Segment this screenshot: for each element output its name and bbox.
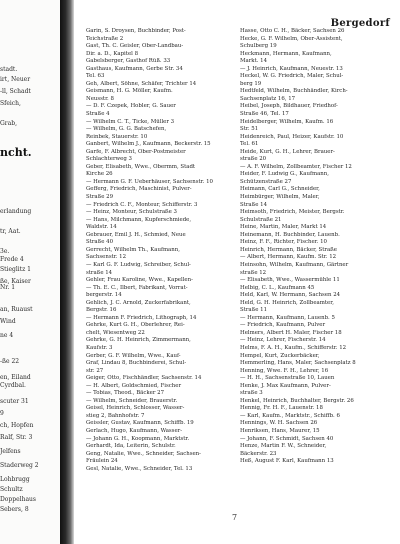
facing-page-fragment: tr, Aat. <box>0 228 21 235</box>
directory-entry: — Friedrich C. F., Monteur, Schifferstr. 3 <box>86 201 198 208</box>
directory-entry: Gehlich, J. C. Arnold, Zuckerfabrikant, <box>86 299 191 306</box>
directory-entry: Hennings, W. H. Sachsen 26 <box>240 420 318 427</box>
book-gutter <box>60 0 74 544</box>
directory-entry: berg 19 <box>240 80 262 87</box>
directory-entry: Geissler, Gustav, Kaufmann, Schiffb. 19 <box>86 420 194 427</box>
directory-entry: Tel. 63 <box>86 73 105 80</box>
directory-entry: Heckel, W. G. Friedrich, Maler, Schul- <box>240 73 344 80</box>
directory-entry: — Elisabeth, Wwe., Wassermühle 11 <box>240 277 340 284</box>
facing-page-fragment: Ralf, Str. 3 <box>0 434 33 441</box>
facing-page-fragment: -ße 22 <box>0 358 20 365</box>
directory-entry: Dir. a. D., Kapitel 8 <box>86 50 139 57</box>
directory-entry: Gehler, Frau Karoline, Wwe., Kapellen- <box>86 277 193 284</box>
directory-entry: Gast, Th. C. Geisler, Ober-Landbau- <box>86 43 184 50</box>
directory-entry: Gehrke, Kurt G. H., Oberlehrer, Rei- <box>86 322 185 329</box>
directory-entry: Tel. 61 <box>240 141 259 148</box>
facing-page-heading: ncht. <box>0 146 32 159</box>
facing-page-fragment: Sebers, 8 <box>0 506 29 513</box>
directory-entry: Neusstr. 8 <box>86 95 114 102</box>
directory-entry: Gefferg, Friedrich, Maschinist, Pulver- <box>86 186 192 193</box>
directory-entry: — Heinz, Monteur, Schulstraße 3 <box>86 209 177 216</box>
directory-entry: Str. 51 <box>240 126 259 133</box>
directory-entry: — H. Albert, Goldschmied, Fischer <box>86 382 182 389</box>
directory-entry: Heinrich, Hermann, Bäcker, Straße <box>240 246 337 253</box>
directory-entry: Hennig, Fr. H. F., Lauenstr. 18 <box>240 405 323 412</box>
directory-entry: Schulstraße 21 <box>240 216 282 223</box>
facing-page-fragment: scuter 31 <box>0 398 29 405</box>
directory-entry: Ganbert, Wilhelm J., Kaufmann, Beckerstr. 15 <box>86 141 211 148</box>
directory-entry: Hempel, Kurt, Zuckerbäcker, <box>240 352 320 359</box>
directory-entry: Markt. 14 <box>240 58 268 65</box>
facing-page-fragment: Frede 4 <box>0 256 24 263</box>
directory-entry: Gerlach, Hugo, Kaufmann, Wasser- <box>86 427 183 434</box>
directory-entry: Bäckerstr. 23 <box>240 450 277 457</box>
directory-entry: Gerber, G. F. Wilhelm, Wwe., Kauf- <box>86 352 181 359</box>
directory-entry: Heimbürger, Wilhelm, Maler, <box>240 194 320 201</box>
facing-page-fragment: Stieglitz 1 <box>0 266 31 273</box>
page-number: 7 <box>232 513 238 522</box>
directory-entry: — Hermann F. Friedrich, Lithograph, 14 <box>86 314 197 321</box>
directory-entry: Sachsenstr. 12 <box>86 254 127 261</box>
directory-entry: — Hermann, Kaufmann, Lauenb. 5 <box>240 314 335 321</box>
facing-page-fragment: Doppelhaus <box>0 496 36 503</box>
directory-entry: Schulberg 19 <box>240 43 277 50</box>
directory-entry: Garin, S. Droysen, Buchbinder, Post- <box>86 28 186 34</box>
directory-entry: — Tobias, Theod., Bäcker 27 <box>86 390 165 397</box>
facing-page-fragment: Schultz <box>0 486 23 493</box>
left-column <box>86 28 236 473</box>
directory-entry: — A. F. Wilhelm, Zollbeamter, Fischer 12 <box>240 163 352 170</box>
directory-entry: — H. H., Sachsenstraße 10, Lauen <box>240 375 335 382</box>
directory-entry: Waldstr. 14 <box>86 224 117 231</box>
directory-entry: Heine, Martin, Maler, Markt 14 <box>240 224 327 231</box>
directory-entry: Geiger, Otto, Fischhändler, Sachsenstr. 14 <box>86 375 202 382</box>
directory-entry: Gebrauer, Emil J. H., Schmied, Neue <box>86 231 186 238</box>
directory-entry: Schützenstraße 27 <box>240 178 292 185</box>
directory-entry: Hasse, Otto C. H., Bäcker, Sachsen 26 <box>240 28 345 34</box>
directory-entry: — Hans, Milchmann, Kupferschmiede, <box>86 216 192 223</box>
facing-page-fragment: Cyrdbal. <box>0 382 26 389</box>
directory-entry: Gesl, Natalie, Wwe., Schneider, Tel. 13 <box>86 465 193 472</box>
directory-entry: Kaufstr. 3 <box>86 344 113 351</box>
facing-page-fragment: ße, Kaiser <box>0 278 31 285</box>
directory-entry: chelt, Wiesentweg 22 <box>86 329 145 336</box>
directory-entry: Kirche 26 <box>86 171 113 178</box>
directory-entry: — Wilhelm C. T., Ticke, Müller 3 <box>86 118 175 125</box>
directory-entry: — Heinz, Lehrer, Fischerstr. 14 <box>240 337 326 344</box>
facing-page-fragment: ch, Hopfen <box>0 422 34 429</box>
directory-entry: straße 20 <box>240 156 267 163</box>
directory-entry: Heinemann, H. Buchbinder, Lauenb. <box>240 231 340 238</box>
facing-page-fragment: an, Ruaust <box>0 306 33 313</box>
directory-entry: straße 14 <box>86 269 113 276</box>
directory-entry: Henriksen, Hans, Maurer, 15 <box>240 427 320 434</box>
directory-entry: Gabelsberger, Gasthof Rüß. 33 <box>86 58 171 65</box>
directory-entry: Straße 11 <box>240 307 268 314</box>
facing-page-fragment: Grab, <box>0 120 17 127</box>
directory-entry: Henze, Martin F. W., Schneider, <box>240 443 327 450</box>
directory-entry: Henning, Wwe. F. H., Lehrer, 16 <box>240 367 329 374</box>
directory-entry: Hedtfeld, Wilhelm, Buchhändler, Kirch- <box>240 88 348 95</box>
directory-entry: bergerstr. 14 <box>86 292 122 299</box>
directory-entry: Heibel, Joseph, Bildhauer, Friedhof- <box>240 103 338 110</box>
directory-entry: Heider, F. Ludwig G., Kaufmann, <box>240 171 329 178</box>
facing-page-fragment: Staderweg 2 <box>0 462 39 469</box>
directory-entry: — Friedrich, Kaufmann, Pulver <box>240 322 326 329</box>
directory-entry: Helbig, C. L., Kaufmann 45 <box>240 284 315 291</box>
directory-entry: Straße 40 <box>86 239 114 246</box>
directory-entry: Heidelberger, Wilhelm, Kaufm. 16 <box>240 118 334 125</box>
directory-entry: — Karl G. F. Ludwig, Schreiber, Schul- <box>86 261 191 268</box>
directory-entry: Helms, F. A. H., Kaufm., Schifferstr. 12 <box>240 344 347 351</box>
directory-entry: Straße 4 <box>86 111 110 118</box>
facing-page-fragment: Lohbrugg <box>0 476 30 483</box>
directory-entry: Gerrecht, Wilhelm Th., Kaufmann, <box>86 246 180 253</box>
directory-entry: Straße 29 <box>86 194 114 201</box>
directory-entry: Hecke, G. F. Wilhelm, Ober-Assistent, <box>240 35 343 42</box>
directory-entry: — J. Heinrich, Kaufmann, Neuestr. 13 <box>240 65 343 72</box>
directory-entry: — Wilhelm, G. G. Batschefen, <box>86 126 167 133</box>
directory-entry: Sachsenplatz 16, 17 <box>240 95 296 102</box>
right-column <box>240 28 390 466</box>
facing-page-fragment: Wind <box>0 318 16 325</box>
directory-entry: Heinsohn, Wilhelm, Kaufmann, Gärtner <box>240 261 349 268</box>
directory-entry: — Albert, Hermann, Kaufm. Str. 12 <box>240 254 337 261</box>
directory-entry: — Th. E. C., Ilbert, Fabrikant, Vorrat- <box>86 284 188 291</box>
facing-page-fragment: 3e. <box>0 248 10 255</box>
directory-entry: Henke, J. Max Kaufmann, Pulver- <box>240 382 331 389</box>
directory-entry: Heinz, F. F., Richter, Fischer. 10 <box>240 239 327 246</box>
facing-page-fragment: 9 <box>0 410 4 417</box>
directory-entry: Held, Karl, W. Hermann, Sachsen 24 <box>240 292 341 299</box>
facing-page-fragment: Sfeich, <box>0 100 21 107</box>
directory-entry: str. 27 <box>86 367 104 374</box>
facing-page-fragment: stadt. <box>0 66 18 73</box>
directory-entry: Geh, Albert, Söhne, Schäfer, Trichter 14 <box>86 80 197 87</box>
directory-entry: Held, G. H. Heinrich, Zollbeamter, <box>240 299 334 306</box>
facing-page-fragment: irt, Neuer <box>0 76 31 83</box>
facing-page-fragment: erlandung <box>0 208 32 215</box>
facing-page-fragment: en, Eiland <box>0 374 31 381</box>
directory-entry: Gasthaus, Kaufmann, Gerbe Str. 34 <box>86 65 183 72</box>
directory-entry: Gehrke, G. H. Heinrich, Zimmermann, <box>86 337 191 344</box>
directory-entry: stieg 2, Bahnhofstr. 7 <box>86 412 145 419</box>
directory-entry: Helmers, Albert H. Maler, Fischer 18 <box>240 329 342 336</box>
page-header: Bergedorf <box>330 18 390 29</box>
facing-page-fragment: -ll, Schadt <box>0 88 31 95</box>
directory-entry: Geber, Elisabeth, Wwe., Obermm, Stadt <box>86 163 196 170</box>
facing-page-fragment: Nr. 1 <box>0 284 16 291</box>
directory-entry: straße 12 <box>240 269 267 276</box>
directory-entry: — D. F. Czepek, Hobler, G. Sauer <box>86 103 176 110</box>
directory-entry: — Johann G. H., Koopmann, Marktstr. <box>86 435 190 442</box>
facing-page-strip <box>0 0 60 544</box>
directory-entry: Straße 14 <box>240 201 268 208</box>
directory-entry: — Wilhelm, Schneider, Brauerstr. <box>86 397 178 404</box>
directory-entry: Garfe, F. Albrecht, Ober-Postmeister <box>86 148 186 155</box>
directory-entry: Geng, Natalie, Wwe., Schneider, Sachsen- <box>86 450 201 457</box>
directory-entry: Graf, Lindau 8, Buchbinderei, Schul- <box>86 360 187 367</box>
facing-page-fragment: Jelfens <box>0 448 21 455</box>
directory-entry: Heß, August F. Karl, Kaufmann 13 <box>240 458 334 465</box>
directory-entry: Heide, Kurt, G. H., Lehrer, Brauer- <box>240 148 335 155</box>
directory-entry: Gerhardt, Ida, Leiterin, Schulstr. <box>86 443 176 450</box>
directory-entry: straße 3 <box>240 390 263 397</box>
facing-page-fragment: ne 4 <box>0 332 14 339</box>
directory-entry: Reinbek, Stauerstr. 10 <box>86 133 148 140</box>
directory-entry: Heimann, Carl G., Schneider, <box>240 186 320 193</box>
directory-entry: Bergstr. 16 <box>86 307 117 314</box>
directory-entry: Heidenreich, Paul, Heizer, Kaufstr. 10 <box>240 133 344 140</box>
directory-entry: Fräulein 24 <box>86 458 118 465</box>
directory-entry: Geisel, Heinrich, Schlosser, Wasser- <box>86 405 185 412</box>
directory-entry: — Hermann G. F. Ueberhäuser, Sachsenstr. 10 <box>86 178 213 185</box>
directory-entry: — Karl, Kaufm., Marktstr., Schiffb. 6 <box>240 412 340 419</box>
directory-entry: Hemmerling, Hans, Maler, Sachsenplatz 8 <box>240 360 356 367</box>
directory-entry: Henkel, Heinrich, Buchhalter, Bergstr. 26 <box>240 397 354 404</box>
directory-entry: Schlachterweg 3 <box>86 156 132 163</box>
directory-entry: Teichstraße 2 <box>86 35 124 42</box>
directory-entry: Heimsoth, Friedrich, Meister, Bergstr. <box>240 209 345 216</box>
directory-entry: Heckmann, Hermann, Kaufmann, <box>240 50 332 57</box>
directory-entry: — Johann, F. Schmidt, Sachsen 40 <box>240 435 334 442</box>
directory-entry: Geismann, H. G. Möller, Kaufm. <box>86 88 173 95</box>
directory-entry: Straße 46, Tel. 17 <box>240 111 289 118</box>
